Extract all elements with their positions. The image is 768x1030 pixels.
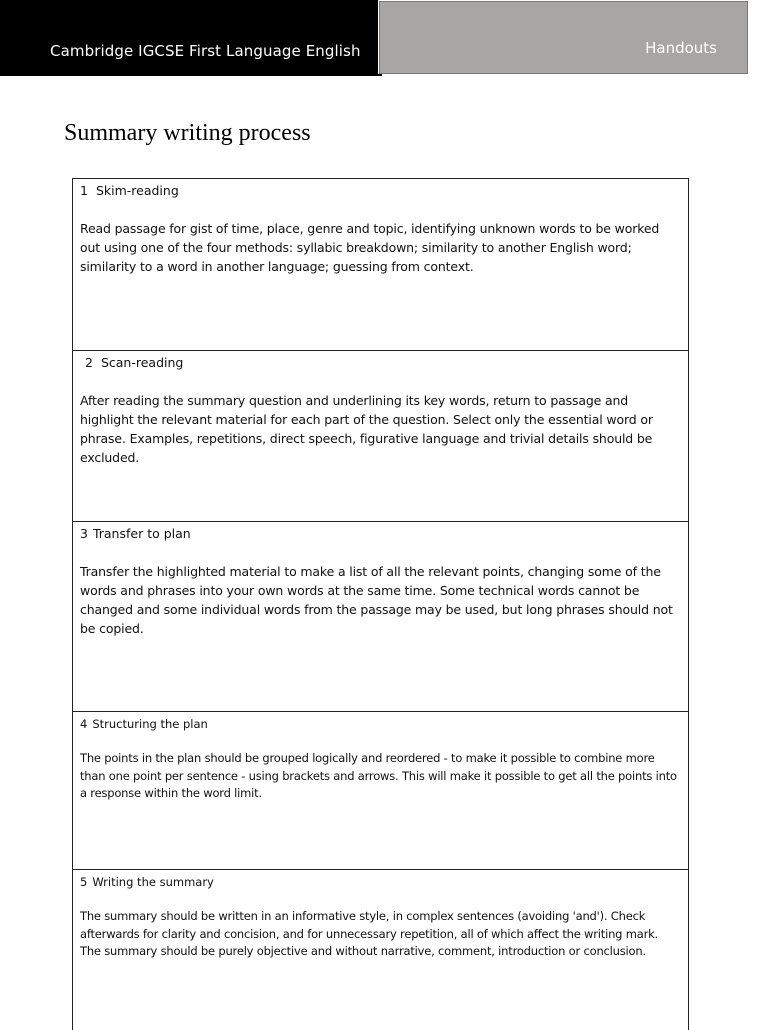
step-title: Scan-reading [100,355,184,370]
step-heading [80,873,680,891]
step-body: The points in the plan should be grouped logically and reordered - to make it possible to combine more than one point per sentence - using brackets and arrows. This will make it possible to get all the points into a response within the word limit. [80,751,677,800]
step-body: After reading the summary question and underlining its key words, return to passage and highlight the relevant material for each part of the question. Select only the essential word or phrase. Examples, repetitions, direct speech, figurative language and trivial details should be excluded. [80,393,653,465]
course-title: Cambridge IGCSE First Language English [50,42,361,60]
step-title: Transfer to plan [92,526,191,541]
step-body: Read passage for gist of time, place, genre and topic, identifying unknown words to be worked out using one of the four methods: syllabic breakdown; similarity to another English word; similarity to a word in another language; guessing from context. [80,221,660,274]
step-heading [80,354,680,372]
step-3 [73,522,688,712]
section-header [379,1,748,74]
step-title: Structuring the plan [92,717,208,731]
step-heading [80,182,680,200]
course-header [0,0,378,76]
steps-table [72,178,689,1030]
step-5 [73,870,688,1030]
step-number: 4 [80,717,88,731]
step-number: 5 [80,875,88,889]
step-number: 3 [80,526,88,541]
step-heading [80,715,680,733]
step-1 [73,179,688,351]
step-2 [73,351,688,522]
header-divider [378,74,382,76]
step-number: 1 [80,183,88,198]
step-4 [73,712,688,870]
step-title: Writing the summary [92,875,214,889]
step-title: Skim-reading [95,183,179,198]
step-body: Transfer the highlighted material to make a list of all the relevant points, changing some of the words and phrases into your own words at the same time. Some technical words cannot be changed and some individual words from the passage may be used, but long phrases should not be copied. [80,564,673,636]
step-heading [80,525,680,543]
step-body: The summary should be written in an informative style, in complex sentences (avoiding 'and'). Check afterwards for clarity and concision, and for unnecessary repetition, all of which affect the writing mark. The summary should be purely objective and without narrative, comment, introduction or conclusion. [80,909,659,958]
step-number: 2 [85,355,93,370]
page-title: Summary writing process [64,120,311,146]
section-label: Handouts [645,39,717,57]
